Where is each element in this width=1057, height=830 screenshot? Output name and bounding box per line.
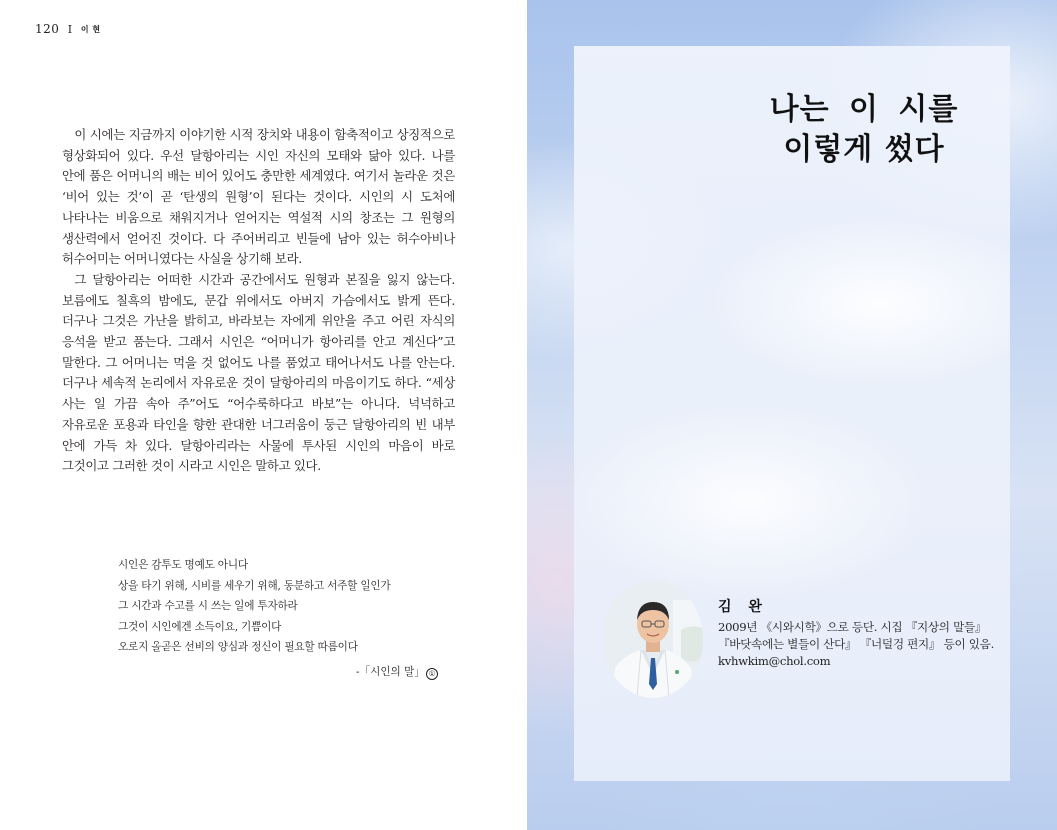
page-number: 120 bbox=[35, 22, 60, 36]
title-line: 이렇게 썼다 bbox=[783, 132, 945, 167]
author-email[interactable]: kvhwkim@chol.com bbox=[718, 654, 831, 668]
left-page bbox=[0, 0, 527, 830]
right-page bbox=[527, 0, 1057, 830]
title-line: 나는 이 시를 bbox=[769, 92, 959, 127]
header-author: 이 현 bbox=[80, 25, 101, 34]
title-card bbox=[574, 46, 1010, 781]
circled-number: ① bbox=[426, 668, 438, 680]
author-portrait-image bbox=[603, 580, 703, 698]
bio-line: 2009년 《시와시학》으로 등단. 시집 『지상의 말들』 bbox=[718, 620, 987, 634]
bio-line: 『바닷속에는 별들이 산다』 『너덜겅 편지』 등이 있음. bbox=[718, 637, 994, 651]
poem-line: 오로지 올곧은 선비의 양심과 정신이 필요할 따름이다 bbox=[118, 641, 358, 653]
author-name: 김 완 bbox=[718, 599, 768, 615]
header-separator: I bbox=[67, 23, 73, 36]
essay-paragraph: 이 시에는 지금까지 이야기한 시적 장치와 내용이 함축적이고 상징적으로 형상화되어 있다. 우선 달항아리는 시인 자신의 모태와 닮아 있다. 나를 안에 품은 어머니의 배는 비어 있어도 충만한 세계였다. 여기서 놀라운 것은 ‘비어 있는 것’이 곧 ‘탄생의 원형’이 된다는 것이다. 시인의 시 도처에 나타나는 비움으로 채워지거나 얻어지는 역설적 시의 창조는 그 원형의 생산력에서 얻어진 것이다. 다 주어버리고 빈들에 남아 있는 허수아비나 허수어미는 어머니였다는 사실을 상기해 보라. bbox=[62, 127, 455, 267]
quoted-poem bbox=[118, 555, 438, 658]
poem-source bbox=[300, 664, 438, 680]
poem-line: 시인은 감투도 명예도 아니다 bbox=[118, 559, 248, 571]
essay-body bbox=[62, 125, 455, 477]
author-bio bbox=[718, 596, 1018, 670]
poem-line: 상을 타기 위해, 시비를 세우기 위해, 동분하고 서주할 일인가 bbox=[118, 579, 391, 592]
essay-paragraph: 그 달항아리는 어떠한 시간과 공간에서도 원형과 본질을 잃지 않는다. 보름에도 칠흑의 밤에도, 문갑 위에서도 아버지 가슴에서도 밝게 뜬다. 더구나 그것은 가난을 밝히고, 바라보는 자에게 위안을 주고 어린 자식의 응석을 받고 품는다. 그래서 시인은 “어머니가 항아리를 안고 계신다”고 말한다. 그 어머니는 먹을 것 없어도 나를 품었고 태어나서도 나를 안는다. 더구나 세속적 논리에서 자유로운 것이 달항아리의 마음이기도 하다. “세상 사는 일 가끔 속아 주”어도 “어수룩하다고 바보”는 아니다. 넉넉하고 자유로운 포용과 타인을 향한 관대한 너그러움이 둥근 달항아리의 빈 내부 안에 가득 차 있다. 달항아리라는 사물에 투사된 시인의 마음이 바로 그것이고 그러한 것이 시라고 시인은 말하고 있다. bbox=[62, 271, 455, 474]
author-photo bbox=[603, 580, 703, 698]
poem-line: 그 시간과 수고를 시 쓰는 일에 투자하라 bbox=[118, 600, 298, 612]
poem-source-title: -「시인의 말」 bbox=[355, 666, 425, 678]
feature-title bbox=[744, 90, 984, 170]
poem-line: 그것이 시인에겐 소득이요, 기쁨이다 bbox=[118, 620, 282, 633]
running-header bbox=[35, 22, 101, 36]
